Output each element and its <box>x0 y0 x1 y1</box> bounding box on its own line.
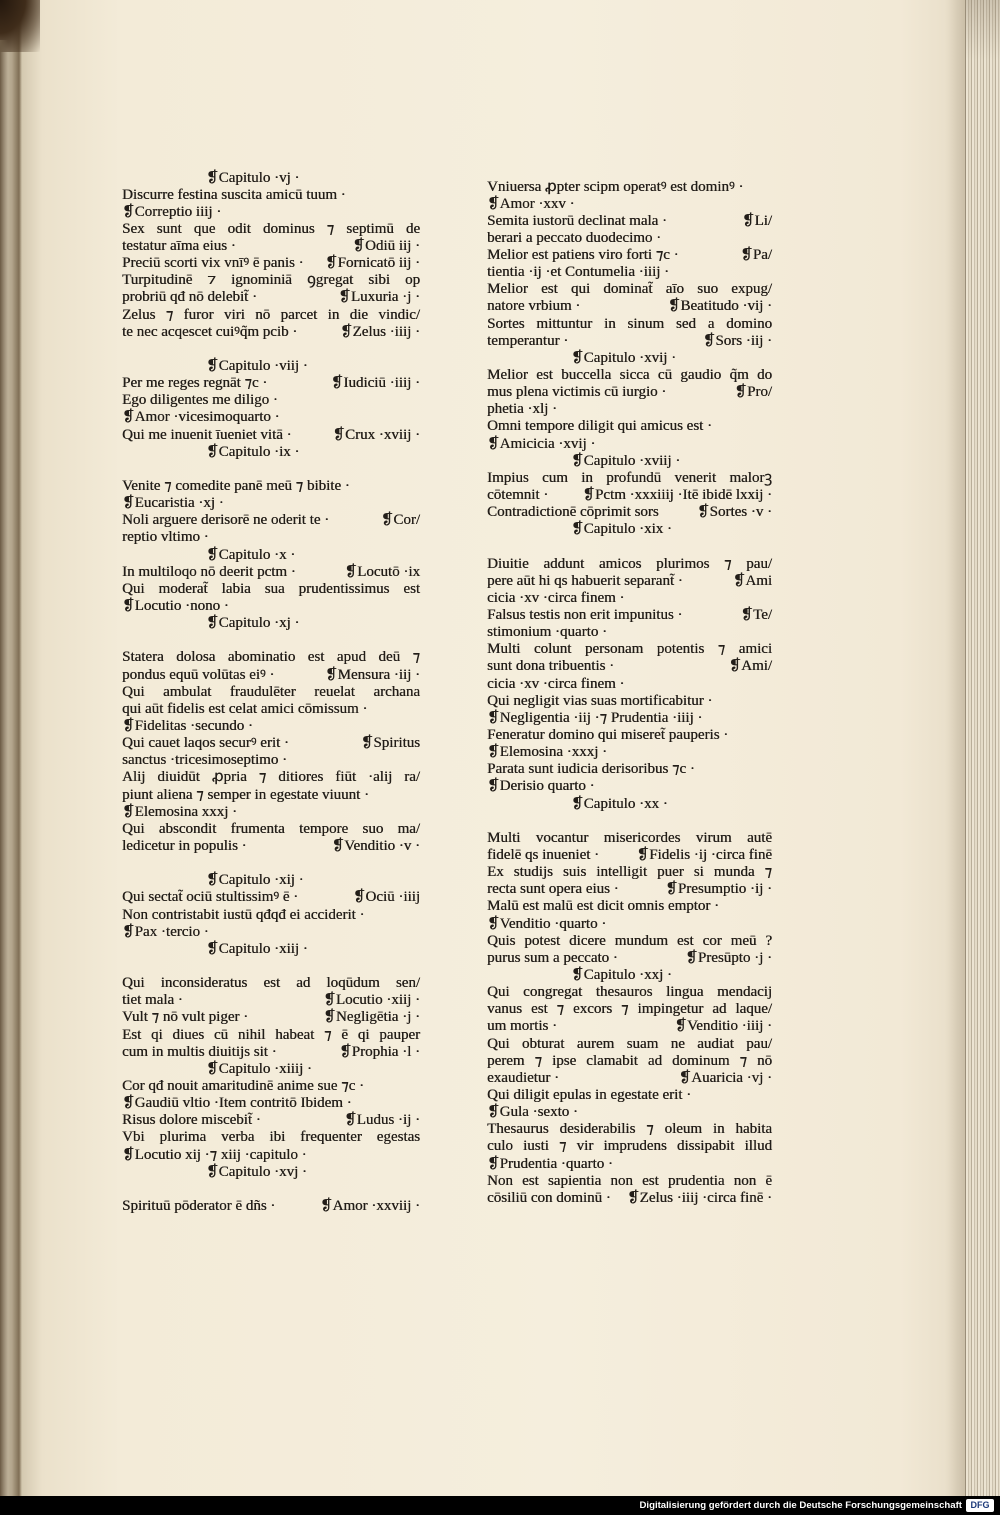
text-line <box>122 427 420 444</box>
chapter-heading: ❡Capitulo ·xj · <box>206 615 300 632</box>
rubric-reference: ❡Ludus ·ij · <box>344 1112 420 1129</box>
line-text: Semita iustorū declinat mala · <box>487 212 667 229</box>
text-line <box>122 272 420 289</box>
text-line <box>122 1147 420 1164</box>
line-text: cōsiliū con dominū · <box>487 1189 611 1206</box>
line-text: Non est sapientia non est prudentia non ē <box>487 1172 772 1189</box>
line-text: Falsus testis non erit impunitus · <box>487 607 683 624</box>
line-text: ❡Elemosina xxxj · <box>122 803 238 820</box>
line-text: ❡Derisio quarto · <box>487 778 595 795</box>
line-text: Qui inconsideratus est ad loqūdum sen/ <box>122 975 420 992</box>
line-text: um mortis · <box>487 1018 557 1035</box>
text-line <box>487 487 772 504</box>
text-line <box>122 204 420 221</box>
text-line <box>487 676 772 693</box>
text-line <box>487 1087 772 1104</box>
rubric-reference: ❡Ami <box>732 572 772 589</box>
text-line <box>487 744 772 761</box>
right-column <box>487 179 772 1207</box>
rubric-reference: ❡Fidelis ·ij ·circa finē <box>636 846 772 863</box>
line-text: sunt dona tribuentis · <box>487 658 615 675</box>
text-line <box>122 718 420 735</box>
text-line <box>122 907 420 924</box>
line-text: Multi vocantur misericordes virum autē <box>487 829 772 846</box>
rubric-reference: ❡Ociū ·iiij <box>352 889 420 906</box>
text-line <box>487 384 772 401</box>
line-text: recta sunt opera eius · <box>487 881 619 898</box>
rubric-reference: ❡Negligētia ·j · <box>323 1009 420 1026</box>
blank-line <box>487 813 772 830</box>
text-line <box>487 1138 772 1155</box>
line-text: pere aūt hi qs habuerit separant̃ · <box>487 572 683 589</box>
line-text: berari a peccato duodecimo · <box>487 229 662 246</box>
text-line <box>122 667 420 684</box>
text-line <box>487 281 772 298</box>
line-text: In multiloqo nō deerit pctm · <box>122 563 296 580</box>
line-text: cicia ·xv ·circa finem · <box>487 589 625 606</box>
line-text: phetia ·xlj · <box>487 401 557 418</box>
line-text: Qui abscondit frumenta tempore suo ma/ <box>122 820 420 837</box>
line-text: ❡Locutio ·nono · <box>122 598 229 615</box>
chapter-heading: ❡Capitulo ·ix · <box>206 443 300 460</box>
line-text: Risus dolore miscebit̃ · <box>122 1112 261 1129</box>
text-line <box>122 307 420 324</box>
text-line <box>487 778 772 795</box>
line-text: Omni tempore diligit qui amicus est · <box>487 418 712 435</box>
text-line <box>487 607 772 624</box>
text-line <box>122 821 420 838</box>
text-line <box>487 1001 772 1018</box>
text-line <box>487 1053 772 1070</box>
text-line <box>487 247 772 264</box>
line-text: ❡Elemosina ·xxxj · <box>487 744 608 761</box>
text-line <box>487 401 772 418</box>
chapter-heading: ❡Capitulo ·xviij · <box>571 452 681 469</box>
line-text: ❡Pax ·tercio · <box>122 923 209 940</box>
text-line <box>122 752 420 769</box>
rubric-reference: ❡Sors ·iij · <box>702 332 772 349</box>
line-text: Melior est buccella sicca cū gaudio q̃m do <box>487 367 772 384</box>
rubric-reference: ❡Ami/ <box>728 658 772 675</box>
line-text: Venite ⁊ comedite panē meū ⁊ bibite · <box>122 478 350 495</box>
text-line <box>122 221 420 238</box>
rubric-reference: ❡Cor/ <box>380 512 420 529</box>
line-text: perem ⁊ ipse clamabit ad dominum ⁊ nō <box>487 1052 772 1069</box>
chapter-heading: ❡Capitulo ·xiiij · <box>206 1060 312 1077</box>
text-line <box>122 838 420 855</box>
text-line <box>122 992 420 1009</box>
chapter-heading: ❡Capitulo ·xiij · <box>206 940 308 957</box>
chapter-heading: ❡Capitulo ·xvij · <box>571 349 677 366</box>
line-text: ❡Correptio iiij · <box>122 203 222 220</box>
text-line <box>122 1009 420 1026</box>
line-text: te nec acqescet cuiꝰq̃m pcib · <box>122 323 298 340</box>
line-text: fidelē qs inueniet · <box>487 846 600 863</box>
line-text: Multi colunt personam potentis ⁊ amici <box>487 641 772 658</box>
line-text: Qui ambulat fraudulēter reuelat archana <box>122 683 420 700</box>
text-line <box>122 564 420 581</box>
text-line <box>122 1095 420 1112</box>
text-line <box>122 289 420 306</box>
line-text: Noli arguere derisorē ne oderit te · <box>122 512 330 529</box>
text-line <box>122 375 420 392</box>
line-text: Vniuersa ꝓpter scipm operatꝰ est dominꝰ · <box>487 178 744 195</box>
line-text: Sortes mittuntur in sinum sed a domino <box>487 315 772 332</box>
text-line <box>487 1036 772 1053</box>
line-text: Vbi plurima verba ibi frequenter egestas <box>122 1129 420 1146</box>
text-line <box>487 864 772 881</box>
line-text: probriū qđ nō delebit̃ · <box>122 289 257 306</box>
page-edge-shadow <box>945 0 965 1496</box>
chapter-heading: ❡Capitulo ·xx · <box>571 795 668 812</box>
text-line <box>487 658 772 675</box>
line-text: Qui diligit epulas in egestate erit · <box>487 1086 692 1103</box>
text-line <box>122 324 420 341</box>
line-text: ❡Locutio xij ·⁊ xiij ·capitulo · <box>122 1146 307 1163</box>
line-text: Malū est malū est dicit omnis emptor · <box>487 898 720 915</box>
text-line <box>487 727 772 744</box>
digitization-footer <box>0 1496 1000 1515</box>
line-text: Cor qđ nouit amaritudinē anime sue ⁊c · <box>122 1077 364 1094</box>
rubric-reference: ❡Sortes ·v · <box>696 504 772 521</box>
line-text: ❡Gaudiū vltio ·Item contritō Ibidem · <box>122 1095 352 1112</box>
text-line <box>487 916 772 933</box>
line-text: vanus est ⁊ excors ⁊ impingetur ad laque/ <box>487 1001 772 1018</box>
blank-line <box>122 341 420 358</box>
rubric-reference: ❡Crux ·xviij · <box>332 426 420 443</box>
line-text: ledicetur in populis · <box>122 837 247 854</box>
text-line <box>487 316 772 333</box>
text-line <box>487 333 772 350</box>
chapter-heading: ❡Capitulo ·vj · <box>206 169 300 186</box>
line-text: ❡Amicicia ·xvij · <box>487 435 596 452</box>
chapter-heading: ❡Capitulo ·xxj · <box>571 966 672 983</box>
text-line <box>122 581 420 598</box>
line-text: Melior est qui dominat̃ aīo suo expug/ <box>487 281 772 298</box>
line-text: Vult ⁊ nō vult piger · <box>122 1009 249 1026</box>
text-line <box>122 735 420 752</box>
text-line <box>487 898 772 915</box>
chapter-heading: ❡Capitulo ·xvj · <box>206 1163 307 1180</box>
line-text: Melior est patiens viro forti ⁊c · <box>487 247 679 264</box>
line-text: Qui sectat̃ ociū stultissimꝰ ē · <box>122 889 299 906</box>
text-line <box>487 504 772 521</box>
line-text: ❡Fidelitas ·secundo · <box>122 718 253 734</box>
chapter-heading: ❡Capitulo ·xij · <box>206 872 304 889</box>
text-line <box>122 924 420 941</box>
text-line <box>122 769 420 786</box>
text-line <box>487 367 772 384</box>
text-line <box>487 693 772 710</box>
line-text: Thesaurus desiderabilis ⁊ oleum in habita <box>487 1121 772 1138</box>
rubric-reference: ❡Venditio ·v · <box>331 837 420 854</box>
text-line <box>122 478 420 495</box>
line-text: mus plena victimis cū iurgio · <box>487 384 667 401</box>
line-text: ❡Prudentia ·quarto · <box>487 1155 613 1172</box>
left-column <box>122 170 420 1216</box>
line-text: Diuitie addunt amicos plurimos ⁊ pau/ <box>487 555 772 572</box>
text-line <box>122 495 420 512</box>
rubric-reference: ❡Te/ <box>740 607 772 624</box>
blank-line <box>487 538 772 555</box>
text-line <box>487 264 772 281</box>
line-text: ❡Venditio ·quarto · <box>487 915 607 932</box>
text-line <box>487 556 772 573</box>
rubric-reference: ❡Auaricia ·vj · <box>678 1069 772 1086</box>
line-text: ❡Amor ·xxv · <box>487 195 575 212</box>
rubric-reference: ❡Presūpto ·j · <box>685 949 772 966</box>
line-text: cōtemnit · <box>487 487 549 504</box>
text-line <box>487 1121 772 1138</box>
line-text: Qui cauet laqos securꝰ erit · <box>122 735 289 752</box>
text-line <box>122 1044 420 1061</box>
text-line <box>487 573 772 590</box>
rubric-reference: ❡Fornicatō iij · <box>324 255 420 272</box>
line-text: Parata sunt iudicia derisoribus ⁊c · <box>487 761 695 778</box>
text-line <box>487 761 772 778</box>
text-line <box>487 1156 772 1173</box>
line-text: purus sum a peccato · <box>487 949 618 966</box>
text-line <box>122 1027 420 1044</box>
text-line <box>122 529 420 546</box>
text-line <box>122 392 420 409</box>
text-line <box>487 1190 772 1207</box>
text-line <box>122 804 420 821</box>
line-text: Spirituū pōderator ē dñs · <box>122 1197 276 1214</box>
blank-line <box>122 855 420 872</box>
line-text: Sex sunt que odit dominus ⁊ septimū de <box>122 220 420 237</box>
text-line <box>487 590 772 607</box>
text-line <box>487 1070 772 1087</box>
chapter-heading: ❡Capitulo ·viij · <box>206 358 308 375</box>
text-line <box>122 409 420 426</box>
rubric-reference: ❡Pro/ <box>734 384 772 401</box>
rubric-reference: ❡Presumptio ·ij · <box>665 881 772 898</box>
line-text: Non contristabit iustū qđqđ ei acciderit · <box>122 906 365 923</box>
text-line <box>487 710 772 727</box>
text-line <box>487 1018 772 1035</box>
text-line <box>122 1112 420 1129</box>
rubric-reference: ❡Li/ <box>741 212 772 229</box>
line-text: exaudietur · <box>487 1069 560 1086</box>
rubric-reference: ❡Pa/ <box>740 247 772 264</box>
rubric-reference: ❡Amor ·xxviij · <box>319 1197 420 1214</box>
line-text: ❡Gula ·sexto · <box>487 1104 578 1121</box>
line-text: temperantur · <box>487 332 569 349</box>
line-text: stimonium ·quarto · <box>487 624 607 641</box>
line-text: Est qi diues cū nihil habeat ⁊ ē qi pauper <box>122 1026 420 1043</box>
text-line <box>487 881 772 898</box>
line-text: cicia ·xv ·circa finem · <box>487 675 625 692</box>
line-text: Ex studijs suis intelligit puer si munda ⁊ <box>487 864 772 881</box>
dfg-logo-icon: DFG <box>966 1499 994 1512</box>
line-text: Statera dolosa abominatio est apud deū ⁊ <box>122 649 420 666</box>
line-text: Contradictionē cōprimit sors <box>487 504 659 521</box>
page-stack-edges <box>965 0 1000 1496</box>
line-text: Feneratur domino qui miseret̃ pauperis · <box>487 727 729 743</box>
line-text: pondus equū volūtas eiꝰ · <box>122 666 275 683</box>
text-line <box>487 213 772 230</box>
text-line <box>487 436 772 453</box>
text-line <box>122 187 420 204</box>
text-line <box>122 512 420 529</box>
line-text: Qui negligit vias suas mortificabitur · <box>487 692 713 709</box>
blank-line <box>122 461 420 478</box>
rubric-reference: ❡Iudiciū ·iiij · <box>330 375 420 392</box>
line-text: Zelus ⁊ furor viri nō parcet in die vindic/ <box>122 306 420 323</box>
text-line <box>487 179 772 196</box>
text-line <box>122 1198 420 1215</box>
text-line <box>487 418 772 435</box>
rubric-reference: ❡Locutio ·xiij · <box>323 992 420 1009</box>
rubric-reference: ❡Locutō ·ix <box>344 563 420 580</box>
text-line <box>487 230 772 247</box>
text-line <box>487 950 772 967</box>
line-text: Qui obturat aurem suam ne audiat pau/ <box>487 1035 772 1052</box>
rubric-reference: ❡Odiū iij · <box>352 238 420 255</box>
line-text: Turpitudinē ⁊ ignominiā ꝯgregat sibi op <box>122 272 420 289</box>
line-text: Alij diuidūt ꝓpria ⁊ ditiores fiūt ·alij ra/ <box>122 769 420 786</box>
line-text: culo iusti ⁊ vir imprudens dissipabit illud <box>487 1138 772 1155</box>
text-line <box>487 1173 772 1190</box>
funding-credit: Digitalisierung gefördert durch die Deutsche Forschungsgemeinschaft <box>639 1500 962 1511</box>
rubric-reference: ❡Spiritus <box>360 735 420 752</box>
text-line <box>122 975 420 992</box>
text-line <box>487 984 772 1001</box>
blank-line <box>122 1181 420 1198</box>
line-text: natore vrbium · <box>487 298 581 315</box>
text-line <box>487 830 772 847</box>
line-text: cum in multis diuitijs sit · <box>122 1043 277 1060</box>
text-line <box>122 598 420 615</box>
text-line <box>487 1104 772 1121</box>
rubric-reference: ❡Zelus ·iiij ·circa finē · <box>626 1189 772 1206</box>
line-text: piunt aliena ⁊ semper in egestate viuunt · <box>122 786 369 803</box>
line-text: Per me reges regnāt ⁊c · <box>122 375 268 392</box>
rubric-reference: ❡Venditio ·iiij · <box>674 1018 772 1035</box>
text-line <box>487 847 772 864</box>
line-text: ❡Amor ·vicesimoquarto · <box>122 409 280 426</box>
line-text: Preciū scorti vix vnīꝰ ē panis · <box>122 255 304 272</box>
text-line <box>122 889 420 906</box>
rubric-reference: ❡Mensura ·iij · <box>324 666 420 683</box>
text-line <box>122 787 420 804</box>
line-text: tientia ·ij ·et Contumelia ·iiij · <box>487 264 670 281</box>
text-line <box>122 238 420 255</box>
line-text: ❡Negligentia ·iij ·⁊ Prudentia ·iiij · <box>487 709 703 726</box>
line-text: reptio vltimo · <box>122 529 209 546</box>
rubric-reference: ❡Pctm ·xxxiiij ·Itē ibidē lxxij · <box>582 487 772 504</box>
line-text: sanctus ·tricesimoseptimo · <box>122 752 287 769</box>
binding-gutter <box>0 40 8 1496</box>
line-text: qui aūt fidelis est celat amici cōmissum · <box>122 700 368 717</box>
line-text: Quis potest dicere mundum est cor meū ? <box>487 932 772 949</box>
line-text: Qui congregat thesauros lingua mendacij <box>487 984 772 1001</box>
line-text: Ego diligentes me diligo · <box>122 392 278 409</box>
text-line <box>122 1078 420 1095</box>
text-line <box>487 298 772 315</box>
line-text: ❡Eucaristia ·xj · <box>122 495 224 512</box>
line-text: Discurre festina suscita amicū tuum · <box>122 186 346 203</box>
chapter-heading: ❡Capitulo ·x · <box>206 546 296 563</box>
text-line <box>122 255 420 272</box>
text-line <box>122 649 420 666</box>
chapter-heading: ❡Capitulo ·xix · <box>571 521 672 538</box>
rubric-reference: ❡Luxuria ·j · <box>338 289 420 306</box>
line-text: testatur aīma eius · <box>122 238 236 255</box>
text-line <box>122 701 420 718</box>
blank-line <box>122 632 420 649</box>
rubric-reference: ❡Prophia ·l · <box>339 1043 420 1060</box>
text-line <box>487 470 772 487</box>
text-line <box>487 196 772 213</box>
rubric-reference: ❡Beatitudo ·vij · <box>667 298 772 315</box>
text-line <box>487 641 772 658</box>
line-text: tiet mala · <box>122 992 183 1009</box>
text-line <box>122 1129 420 1146</box>
text-line <box>487 933 772 950</box>
line-text: Qui moderat̃ labia sua prudentissimus est <box>122 580 420 597</box>
text-line <box>122 684 420 701</box>
line-text: Impius cum in profundū venerit malorꝫ <box>487 469 772 486</box>
line-text: Qui me inuenit īueniet vitā · <box>122 426 292 443</box>
rubric-reference: ❡Zelus ·iiij · <box>339 323 420 340</box>
text-line <box>487 624 772 641</box>
blank-line <box>122 958 420 975</box>
